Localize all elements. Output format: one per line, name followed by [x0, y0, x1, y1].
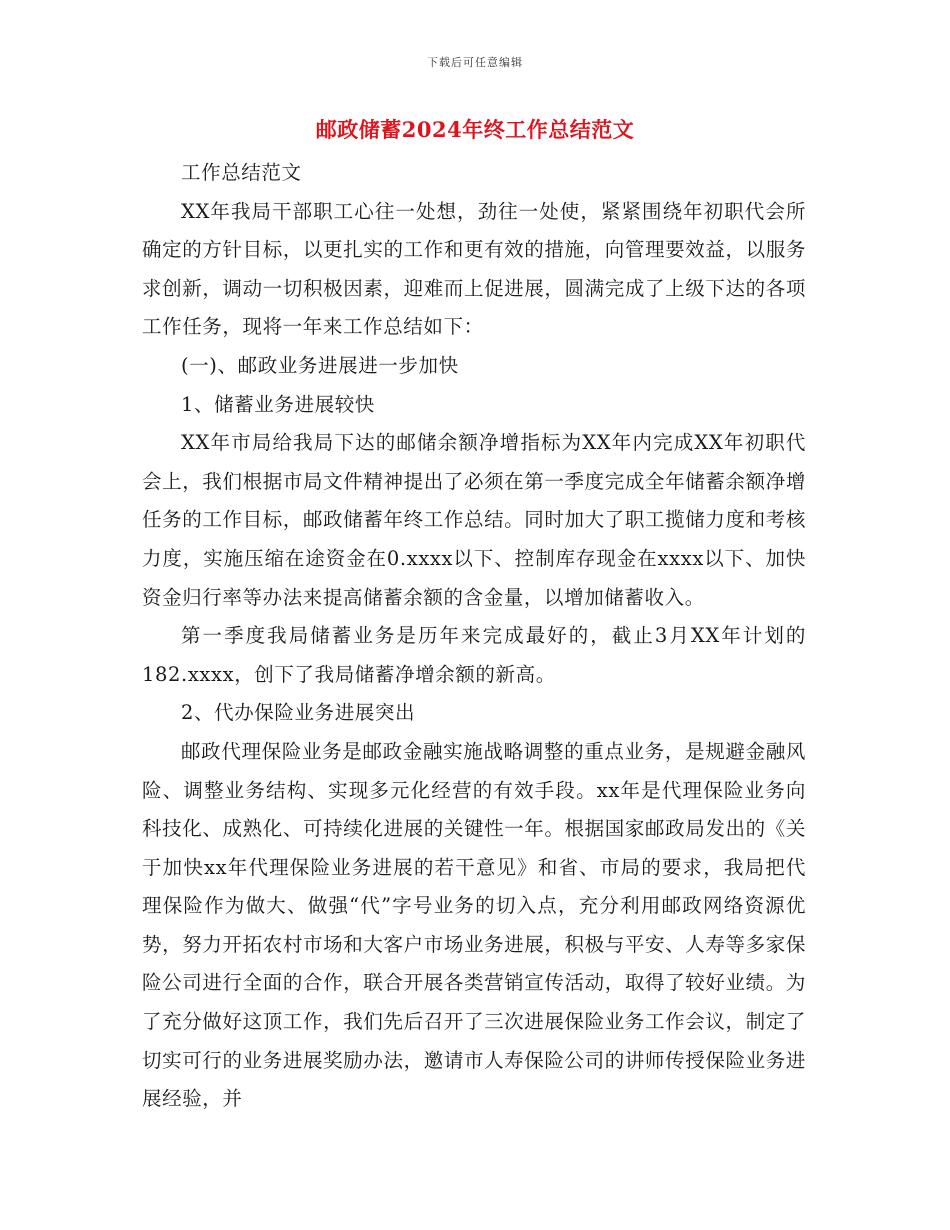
subsection-heading: 1、储蓄业务进展较快	[181, 392, 375, 416]
paragraph: 邮政代理保险业务是邮政金融实施战略调整的重点业务，是规避金融风险、调整业务结构、实现多元化经营的有效手段。xx年是代理保险业务向科技化、成熟化、可持续化进展的关键性一年。根据国家邮政局发出的《关于加快xx年代理保险业务进展的若干意见》和省、市局的要求，我局把代理保险作为做大、做强“代”字号业务的切入点，充分利用邮政网络资源优势，努力开拓农村市场和大客户市场业务进展，积极与平安、人寿等多家保险公司进行全面的合作，联合开展各类营销宣传活动，取得了较好业绩。为了充分做好这顶工作，我们先后召开了三次进展保险业务工作会议，制定了切实可行的业务进展奖励办法，邀请市人寿保险公司的讲师传授保险业务进展经验，并	[142, 739, 806, 1111]
section-heading: (一)、邮政业务进展进一步加快	[181, 353, 459, 377]
paragraph: 工作总结范文	[181, 161, 302, 184]
document-title: 邮政储蓄2024年终工作总结范文	[315, 117, 635, 142]
paragraph: XX年我局干部职工心往一处想，劲往一处使，紧紧围绕年初职代会所确定的方针目标，以更扎实的工作和更有效的措施，向管理要效益，以服务求创新，调动一切积极因素，迎难而上促进展，圆满完成了上级下达的各项工作任务，现将一年来工作总结如下：	[142, 199, 806, 339]
paragraph: 第一季度我局储蓄业务是历年来完成最好的，截止3月XX年计划的182.xxxx，创下了我局储蓄净增余额的新高。	[142, 624, 806, 686]
paragraph: XX年市局给我局下达的邮储余额净增指标为XX年内完成XX年初职代会上，我们根据市局文件精神提出了必须在第一季度完成全年储蓄余额净增任务的工作目标，邮政储蓄年终工作总结。同时加大了职工揽储力度和考核力度，实施压缩在途资金在0.xxxx以下、控制库存现金在xxxx以下、加快资金归行率等办法来提高储蓄余额的含金量，以增加储蓄收入。	[142, 431, 806, 609]
header-note: 下载后可任意编辑	[427, 56, 523, 69]
document-body	[142, 154, 806, 1119]
subsection-heading: 2、代办保险业务进展突出	[181, 701, 416, 725]
